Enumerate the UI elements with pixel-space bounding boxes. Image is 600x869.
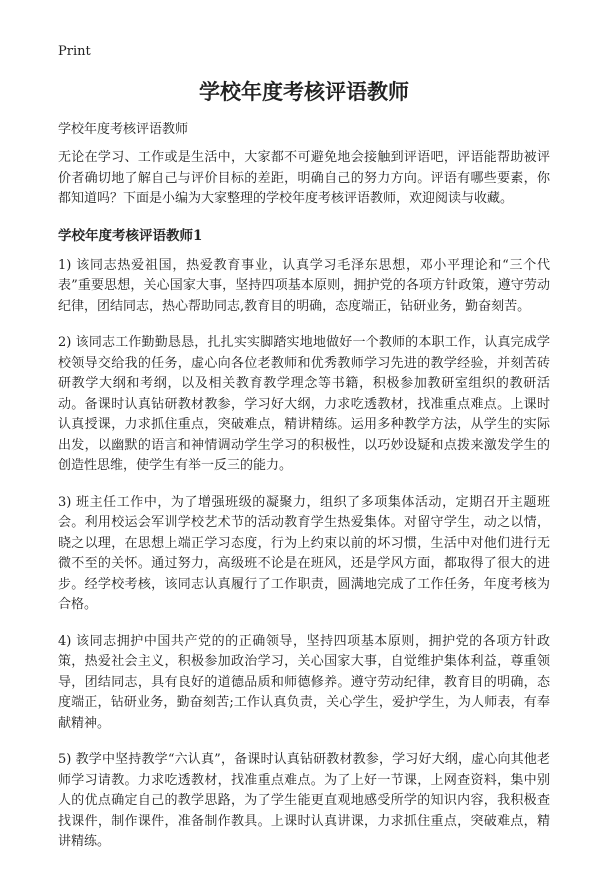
intro-paragraph: 无论在学习、工作或是生活中，大家都不可避免地会接触到评语吧，评语能帮助被评价者确切地了解自己与评价目标的差距，明确自己的努力方向。评语有哪些要素，你都知道吗？下面是小编为大家整理的学校年度考核评语教师，欢迎阅读与收藏。 <box>58 150 550 206</box>
document-body <box>58 148 550 869</box>
evaluation-paragraph-5: 5) 教学中坚持教学“六认真”，备课时认真钻研教材教参，学习好大纲，虚心向其他老师学习请教。力求吃透教材，找准重点难点。为了上好一节课，上网查资料，集中别人的优点确定自己的教学思路，为了学生能更直观地感受所学的知识内容，我积极查找课件，制作课件，准备制作教具。上课时认真讲课，力求抓住重点，突破难点，精讲精练。 <box>58 752 550 849</box>
section-heading: 学校年度考核评语教师1 <box>58 227 203 244</box>
evaluation-paragraph-4: 4) 该同志拥护中国共产党的的正确领导，坚持四项基本原则，拥护党的各项方针政策，热爱社会主义，积极参加政治学习，关心国家大事，自觉维护集体利益，尊重领导，团结同志，具有良好的道德品质和师德修养。遵守劳动纪律，教育目的明确，态度端正，钻研业务，勤奋刻苦;工作认真负责，关心学生，爱护学生，为人师表，有奉献精神。 <box>58 633 550 731</box>
document-page <box>58 0 550 849</box>
page-title: 学校年度考核评语教师 <box>199 79 409 104</box>
page-subtitle: 学校年度考核评语教师 <box>58 122 189 137</box>
print-link[interactable]: Print <box>58 44 91 59</box>
evaluation-paragraph-3: 3) 班主任工作中，为了增强班级的凝聚力，组织了多项集体活动，定期召开主题班会。利用校运会军训学校艺术节的活动教育学生热爱集体。对留守学生，动之以情，晓之以理，在思想上端正学习态度，行为上约束以前的坏习惯，生活中对他们进行无微不至的关怀。通过努力，高级班不论是在班风，还是学风方面，都取得了很大的进步。经学校考核，该同志认真履行了工作职责，圆满地完成了工作任务，年度考核为合格。 <box>58 494 550 612</box>
evaluation-paragraph-2: 2) 该同志工作勤勤恳恳，扎扎实实脚踏实地地做好一个教师的本职工作，认真完成学校领导交给我的任务，虚心向各位老教师和优秀教师学习先进的教学经验，并刻苦砖研教学大纲和考纲，以及相关教育教学理念等书籍，积极参加教研室组织的教研活动。备课时认真钻研教材教参，学习好大纲，力求吃透教材，找准重点难点。上课时认真授课，力求抓住重点，突破难点，精讲精练。运用多种教学方法，从学生的实际出发，以幽默的语言和神情调动学生学习的积极性，以巧妙设疑和点拨来激发学生的创造性思维，使学生有举一反三的能力。 <box>58 335 550 473</box>
evaluation-paragraph-1: 1) 该同志热爱祖国，热爱教育事业，认真学习毛泽东思想，邓小平理论和“三个代表”重要思想，关心国家大事，坚持四项基本原则，拥护党的各项方针政策，遵守劳动纪律，团结同志，热心帮助同志,教育目的明确，态度端正，钻研业务，勤奋刻苦。 <box>58 257 550 314</box>
